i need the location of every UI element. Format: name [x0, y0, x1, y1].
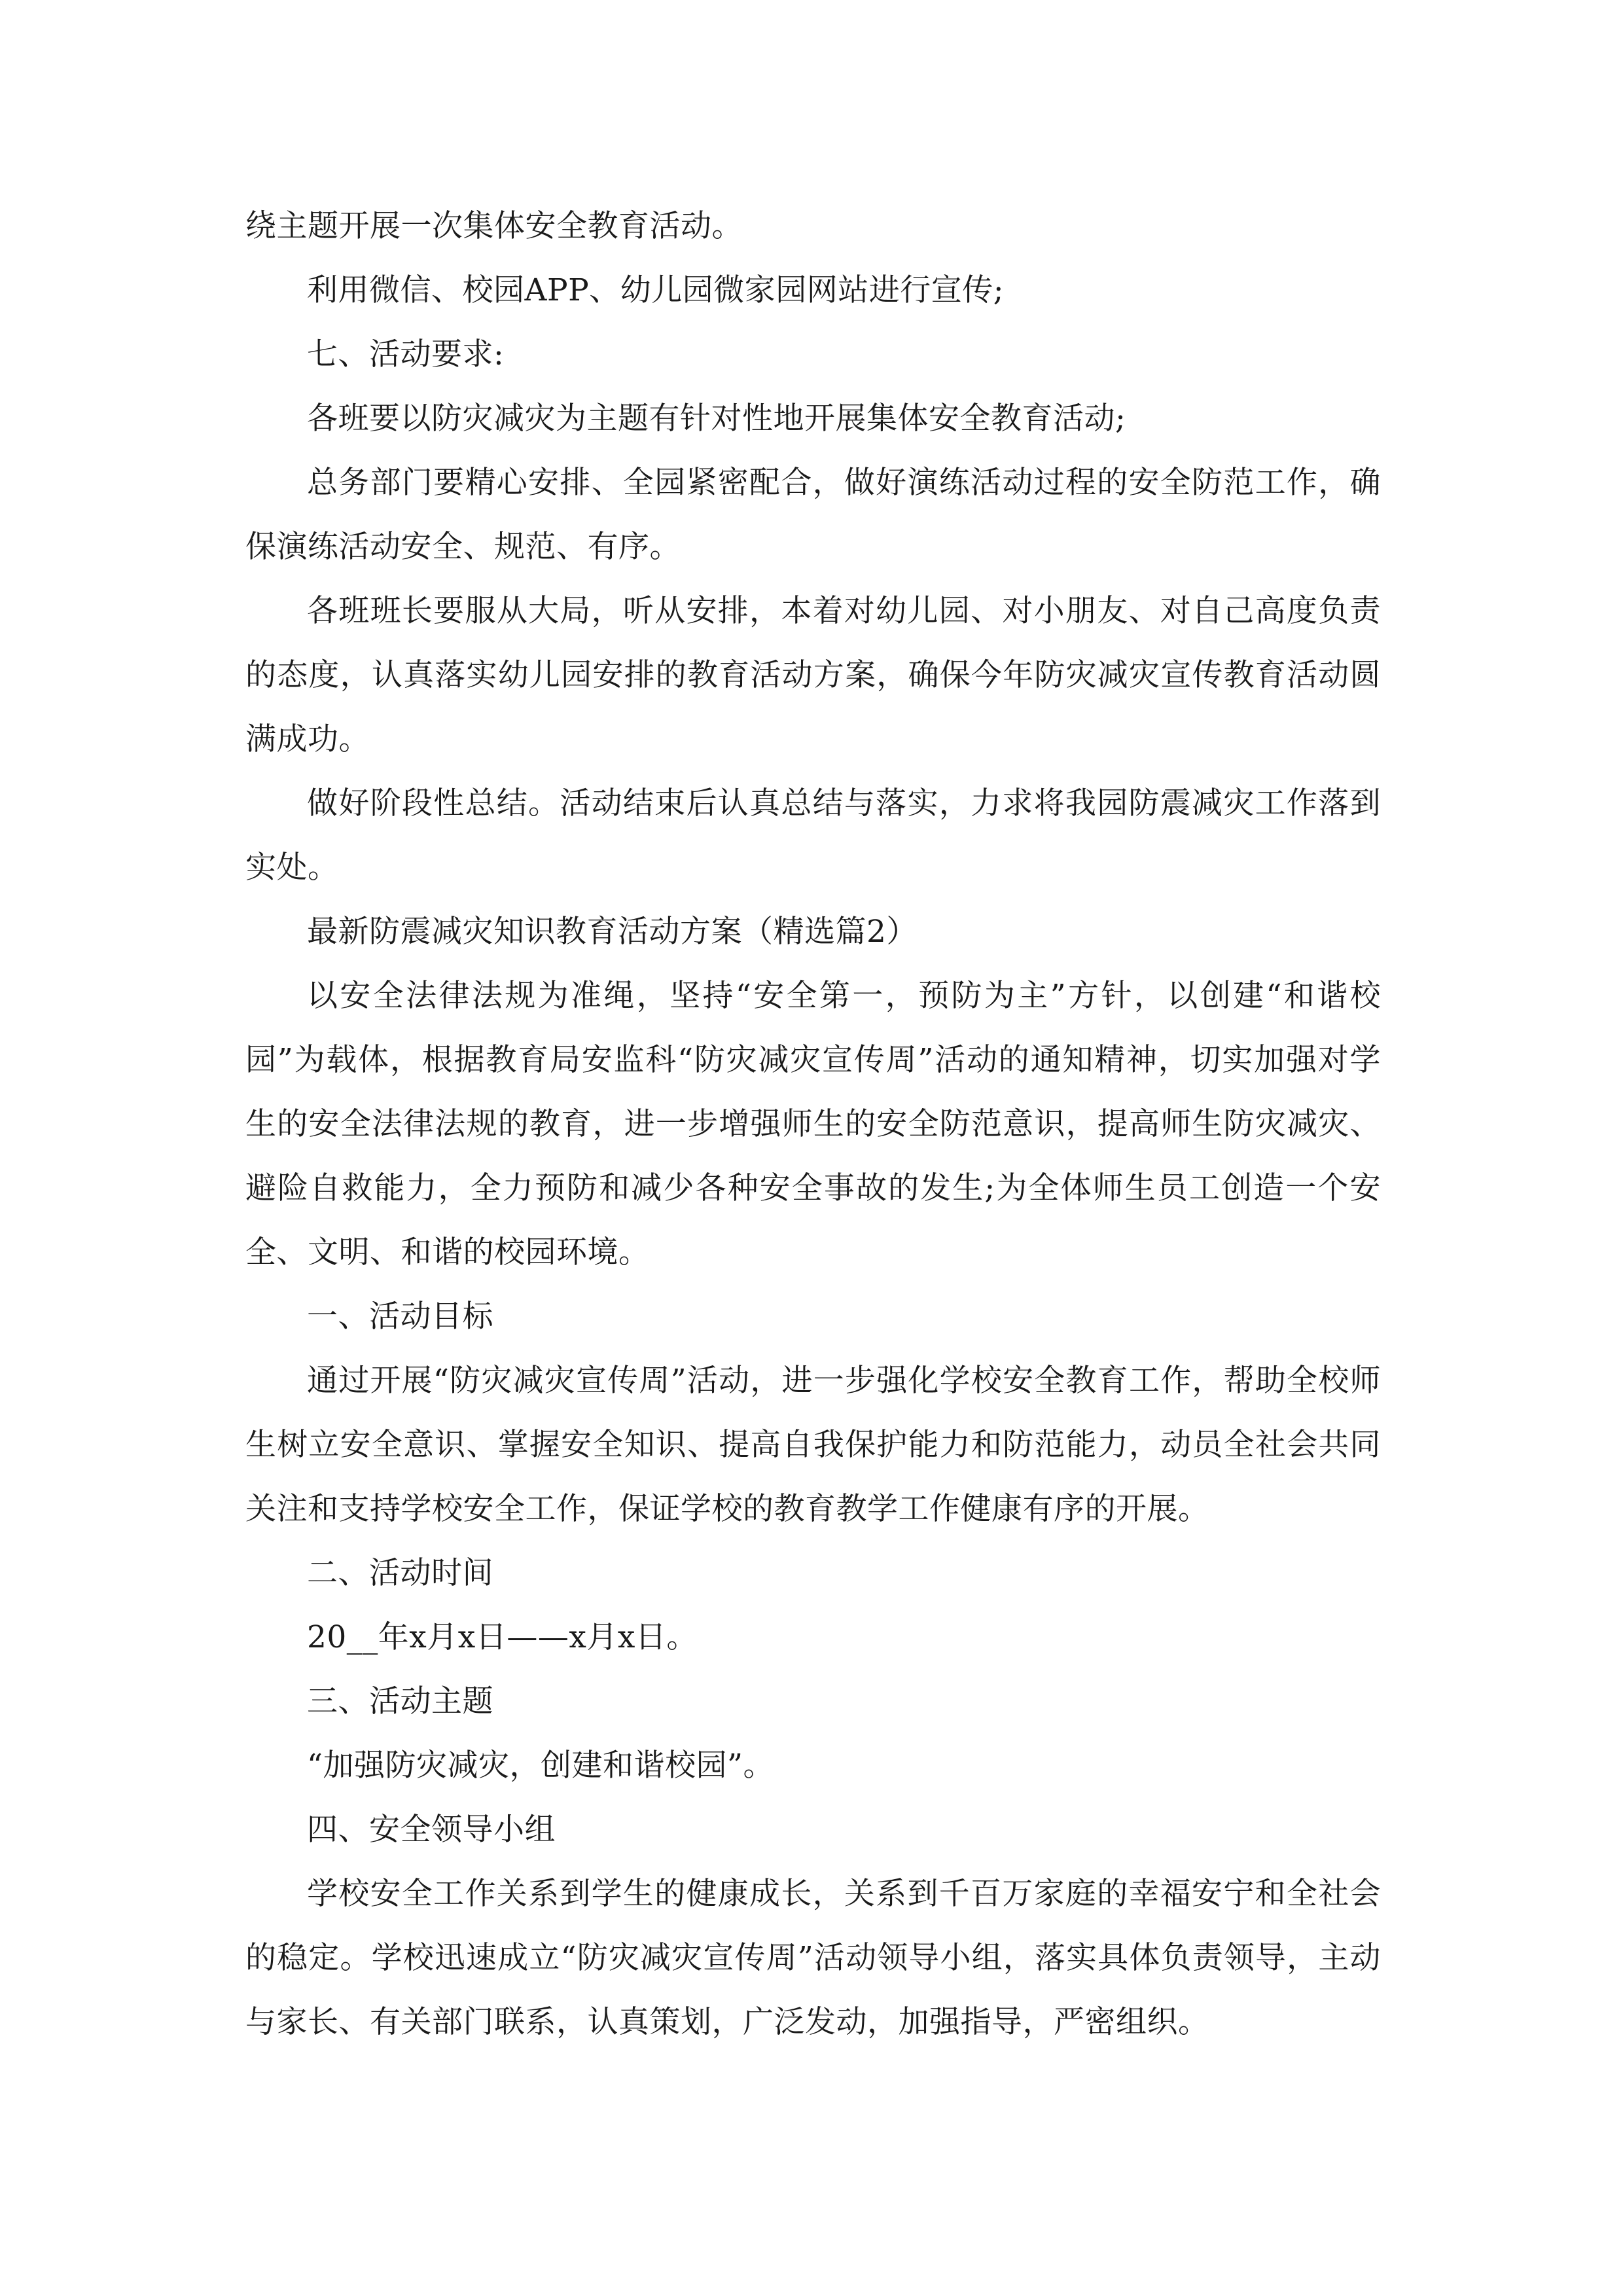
paragraph: “加强防灾减灾，创建和谐校园”。 — [307, 1748, 775, 1784]
paragraph: 利用微信、校园APP、幼儿园微家园网站进行宣传; — [307, 272, 1005, 308]
section-heading: 三、活动主题 — [307, 1683, 493, 1719]
paragraph: 20__年x月x日——x月x日。 — [307, 1619, 698, 1655]
paragraph: 以安全法律法规为准绳，坚持“安全第一，预防为主”方针，以创建“和谐校园”为载体，根据教育局安监科“防灾减灾宣传周”活动的通知精神，切实加强对学生的安全法律法规的教育，进一步增强师生的安全防范意识，提高师生防灾减灾、避险自救能力，全力预防和减少各种安全事故的发生;为全体师生员工创造一个安全、文明、和谐的校园环境。 — [245, 978, 1381, 1270]
document-body — [245, 194, 1381, 2054]
paragraph: 各班班长要服从大局，听从安排，本着对幼儿园、对小朋友、对自己高度负责的态度，认真落实幼儿园安排的教育活动方案，确保今年防灾减灾宣传教育活动圆满成功。 — [245, 593, 1381, 757]
paragraph: 总务部门要精心安排、全园紧密配合，做好演练活动过程的安全防范工作，确保演练活动安全、规范、有序。 — [245, 465, 1381, 565]
paragraph: 做好阶段性总结。活动结束后认真总结与落实，力求将我园防震减灾工作落到实处。 — [245, 785, 1381, 886]
section-heading: 四、安全领导小组 — [307, 1812, 556, 1848]
paragraph: 通过开展“防灾减灾宣传周”活动，进一步强化学校安全教育工作，帮助全校师生树立安全意识、掌握安全知识、提高自我保护能力和防范能力，动员全社会共同关注和支持学校安全工作，保证学校的教育教学工作健康有序的开展。 — [245, 1363, 1381, 1527]
paragraph: 学校安全工作关系到学生的健康成长，关系到千百万家庭的幸福安宁和全社会的稳定。学校迅速成立“防灾减灾宣传周”活动领导小组，落实具体负责领导，主动与家长、有关部门联系，认真策划，广泛发动，加强指导，严密组织。 — [245, 1876, 1381, 2040]
section-heading: 一、活动目标 — [307, 1299, 493, 1335]
section-heading: 二、活动时间 — [307, 1555, 493, 1591]
article-title: 最新防震减灾知识教育活动方案（精选篇2） — [307, 914, 918, 950]
paragraph: 绕主题开展一次集体安全教育活动。 — [245, 208, 743, 244]
paragraph: 各班要以防灾减灾为主题有针对性地开展集体安全教育活动; — [307, 401, 1126, 437]
section-heading: 七、活动要求: — [307, 336, 505, 372]
